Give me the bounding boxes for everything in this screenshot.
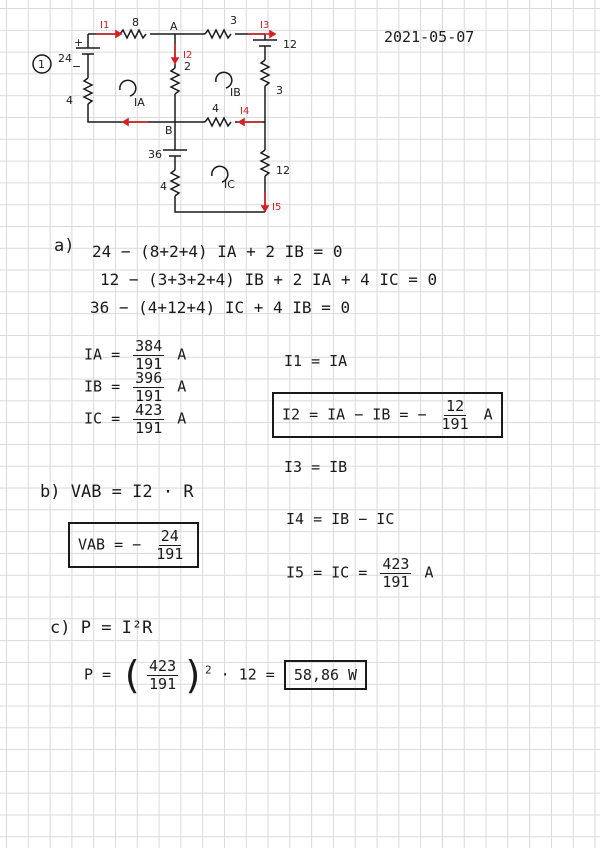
resistor-3-right [261, 60, 269, 86]
loop-label-ic: IC [224, 178, 235, 191]
relation-i1: I1 = IA [284, 352, 348, 370]
node-label-a: A [170, 20, 178, 33]
circuit-diagram [0, 0, 600, 230]
relation-i2-box: I2 = IA − IB = − $\frac{12}{191}$ A [272, 392, 503, 438]
battery-36 [163, 150, 187, 156]
part-c-line [50, 618, 152, 638]
loop-arrow-a [120, 80, 136, 96]
power-calculation: P = ( $\frac{423}{191}$ )$^2$ · 12 = 58,86 W [84, 656, 367, 694]
part-c-label: c) [50, 618, 71, 638]
resistor-4-mid [205, 118, 231, 126]
resistor-2 [171, 68, 179, 94]
svg-text:+: + [74, 36, 84, 49]
resistor-label-3-top: 3 [230, 14, 237, 27]
resistor-label-4-left: 4 [66, 94, 73, 107]
equation-2: 12 − (3+3+2+4) IB + 2 IA + 4 IC = 0 [100, 270, 438, 289]
part-a-label: a) [54, 236, 75, 256]
vab-result-box: VAB = − $\frac{24}{191}$ [68, 522, 199, 568]
resistor-3-top [205, 30, 231, 38]
resistor-label-8: 8 [132, 16, 139, 29]
current-label-i2: I2 [183, 50, 193, 61]
resistor-label-4-mid: 4 [212, 102, 219, 115]
equation-3: 36 − (4+12+4) IC + 4 IB = 0 [90, 298, 351, 317]
current-label-i1: I1 [100, 20, 110, 31]
relation-i4: I4 = IB − IC [286, 510, 395, 528]
resistor-label-2: 2 [184, 60, 191, 73]
voltage-label-24: 24 [58, 52, 72, 65]
voltage-label-36: 36 [148, 148, 162, 161]
loop-label-ib: IB [230, 86, 241, 99]
relation-i5: I5 = IC = $\frac{423}{191}$ A [286, 555, 434, 591]
part-b-line [40, 482, 194, 502]
current-label-i3: I3 [260, 20, 270, 31]
solution-ia: IA = $\frac{384}{191}$ A [84, 337, 187, 373]
battery-12 [253, 40, 277, 46]
resistor-label-4-lower: 4 [160, 180, 167, 193]
solution-ic: IC = $\frac{423}{191}$ A [84, 401, 187, 437]
part-b-formula: VAB = I2 · R [70, 482, 194, 502]
power-result-box: 58,86 W [284, 660, 367, 690]
current-label-i4: I4 [240, 106, 250, 117]
date: 2021-05-07 [384, 28, 475, 46]
current-label-i5: I5 [272, 202, 282, 213]
resistor-8 [120, 30, 146, 38]
svg-text:−: − [72, 60, 82, 73]
loop-label-ia: IA [134, 96, 145, 109]
relation-i3: I3 = IB [284, 458, 348, 476]
resistor-4-lower [171, 170, 179, 196]
part-c-formula: P = I²R [80, 618, 153, 638]
voltage-label-12: 12 [283, 38, 297, 51]
solution-ib: IB = $\frac{396}{191}$ A [84, 369, 187, 405]
resistor-label-3-right: 3 [276, 84, 283, 97]
resistor-12 [261, 150, 269, 176]
problem-number: 1 [38, 58, 45, 71]
node-label-b: B [165, 124, 173, 137]
part-b-label: b) [40, 482, 61, 502]
resistor-label-12: 12 [276, 164, 290, 177]
resistor-4-left [84, 78, 92, 104]
equation-1: 24 − (8+2+4) IA + 2 IB = 0 [92, 242, 343, 261]
